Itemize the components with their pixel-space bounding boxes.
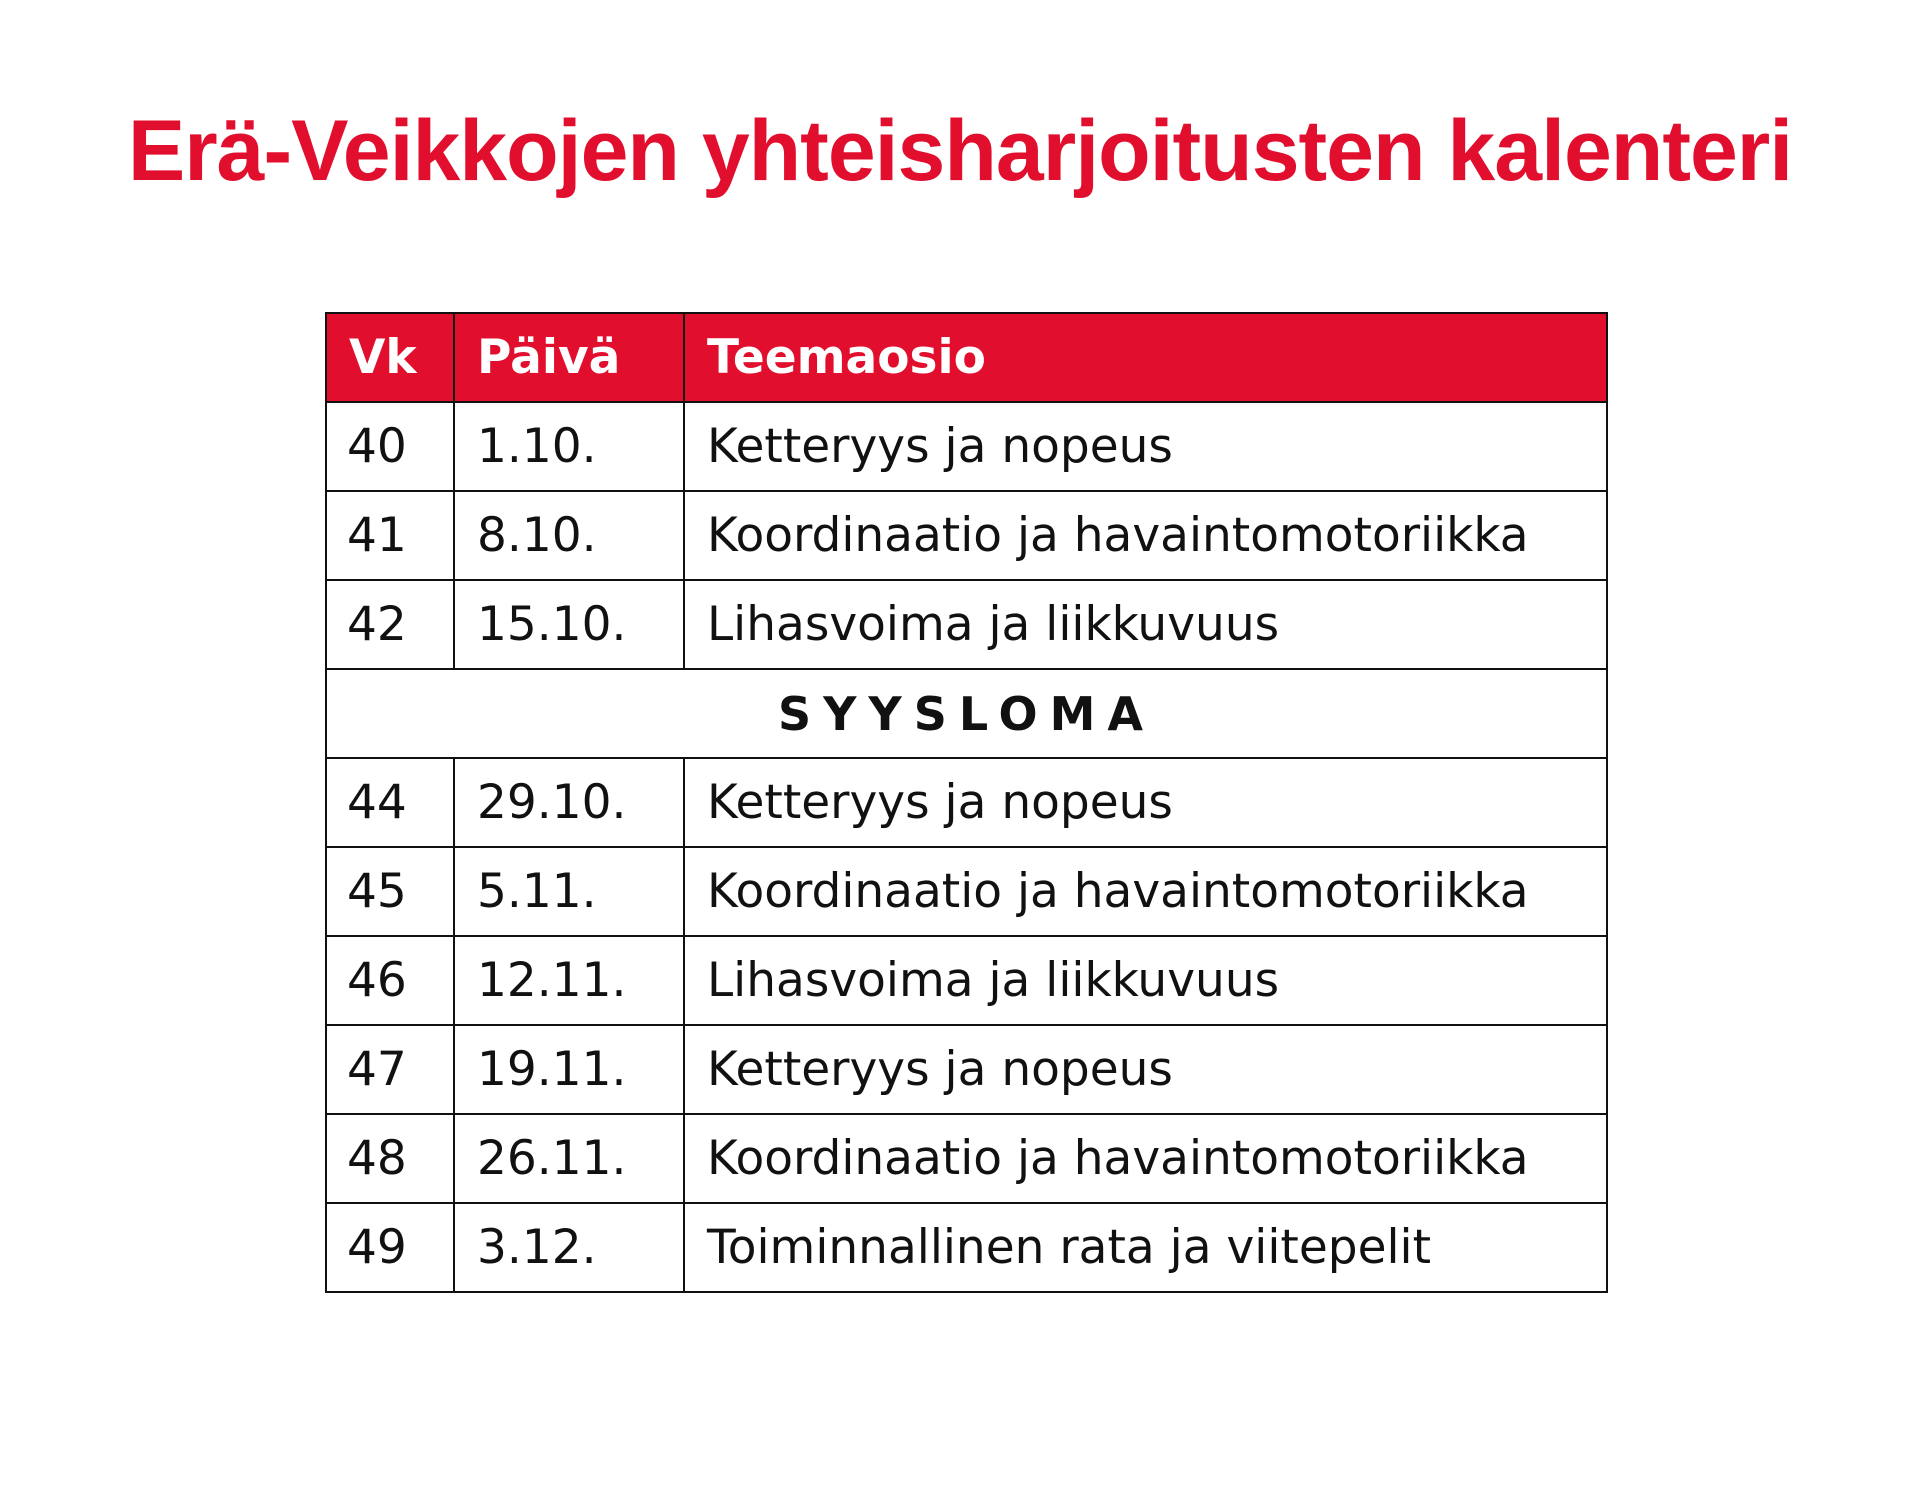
- cell-theme: Koordinaatio ja havaintomotoriikka: [684, 1114, 1607, 1203]
- cell-day: 3.12.: [454, 1203, 684, 1292]
- table-row: [326, 847, 1607, 936]
- cell-day: 5.11.: [454, 847, 684, 936]
- cell-week: 49: [326, 1203, 454, 1292]
- cell-week: 48: [326, 1114, 454, 1203]
- table-row: [326, 758, 1607, 847]
- header-day: Päivä: [454, 313, 684, 402]
- cell-week: 46: [326, 936, 454, 1025]
- table-row: [326, 580, 1607, 669]
- cell-day: 29.10.: [454, 758, 684, 847]
- table-row: [326, 1114, 1607, 1203]
- cell-day: 15.10.: [454, 580, 684, 669]
- cell-theme: Ketteryys ja nopeus: [684, 1025, 1607, 1114]
- cell-theme: Lihasvoima ja liikkuvuus: [684, 936, 1607, 1025]
- cell-day: 12.11.: [454, 936, 684, 1025]
- table-row: [326, 936, 1607, 1025]
- cell-week: 45: [326, 847, 454, 936]
- break-row: [326, 669, 1607, 758]
- header-week: Vk: [326, 313, 454, 402]
- cell-theme: Ketteryys ja nopeus: [684, 758, 1607, 847]
- cell-theme: Ketteryys ja nopeus: [684, 402, 1607, 491]
- table-header-row: [326, 313, 1607, 402]
- cell-theme: Koordinaatio ja havaintomotoriikka: [684, 847, 1607, 936]
- break-label: SYYSLOMA: [326, 669, 1607, 758]
- cell-theme: Lihasvoima ja liikkuvuus: [684, 580, 1607, 669]
- table-row: [326, 402, 1607, 491]
- cell-week: 41: [326, 491, 454, 580]
- cell-week: 40: [326, 402, 454, 491]
- cell-theme: Toiminnallinen rata ja viitepelit: [684, 1203, 1607, 1292]
- cell-week: 44: [326, 758, 454, 847]
- table-row: [326, 491, 1607, 580]
- cell-day: 19.11.: [454, 1025, 684, 1114]
- header-theme: Teemaosio: [684, 313, 1607, 402]
- cell-week: 42: [326, 580, 454, 669]
- schedule-table: [325, 312, 1608, 1293]
- cell-day: 1.10.: [454, 402, 684, 491]
- table-row: [326, 1203, 1607, 1292]
- cell-day: 8.10.: [454, 491, 684, 580]
- table-row: [326, 1025, 1607, 1114]
- cell-day: 26.11.: [454, 1114, 684, 1203]
- cell-theme: Koordinaatio ja havaintomotoriikka: [684, 491, 1607, 580]
- page-title: Erä-Veikkojen yhteisharjoitusten kalenteri: [127, 103, 1793, 199]
- cell-week: 47: [326, 1025, 454, 1114]
